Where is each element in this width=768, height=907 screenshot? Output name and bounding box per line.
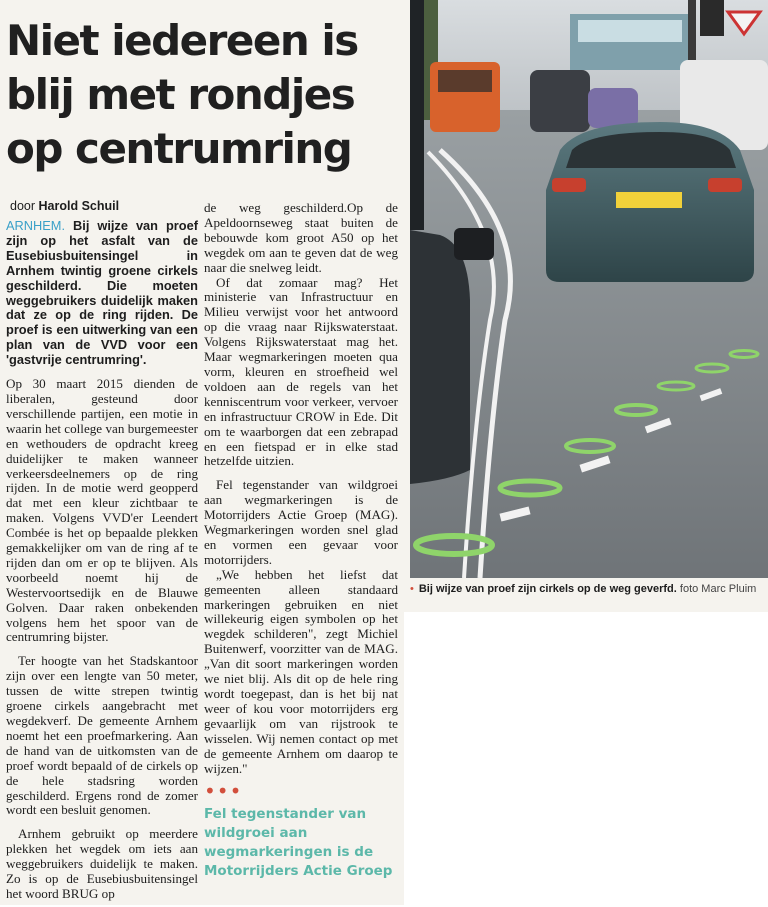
dark-car — [530, 70, 590, 132]
lead-paragraph — [6, 219, 198, 368]
caption-bullet: • — [410, 583, 414, 595]
photo-caption — [410, 583, 768, 595]
body-paragraph: Fel tegenstander van wildgroei aan wegmarkeringen is de Motorrijders Actie Groep (MAG). Wegmarkeringen worden snel glad en vormen een gevaar voor motorrijders. — [204, 477, 398, 567]
photo-illustration — [410, 0, 768, 578]
body-paragraph: Op 30 maart 2015 dienden de liberalen, gesteund door verschillende partijen, een motie in waarin het college van burgemeester en wethouders de opdracht kreeg duidelijker te maken wanneer verkeersdeelnemers op de ring rijden. In de motie werd geopperd dat met een kleur zichtbaar te maken. Volgens VVD'er Leendert Combée is het op bepaalde plekken gemakkelijker om van de ring af te rijden dan om er op te blijven. Als voorbeeld noemt hij de Westervoortsedijk en de Blauwe Golven. Daar raken onbekenden volgens hem het spoor van de centrumring bijster. — [6, 376, 198, 645]
left-dark-car — [410, 230, 470, 484]
orange-van-window — [438, 70, 492, 92]
purple-car — [588, 88, 638, 128]
body-paragraph: de weg geschilderd.Op de Apeldoornseweg staat buiten de bebouwde kom groot A50 op het wegdek om aan te geven dat de weg naar die snelweg leidt. — [204, 200, 398, 275]
body-paragraph: Of dat zomaar mag? Het ministerie van Infrastructuur en Milieu verwijst voor het antwoord op die vraag naar Rijkswaterstaat. Volgens Rijkswaterstaat mag het. Maar wegmarkeringen moeten qua vorm, kleuren en stroefheid wel voldoen aan de regels van het kenniscentrum voor verkeer, vervoer en infrastructuur CROW in Ede. Dit om te waarborgen dat een zebrapad en een fietspad er in elke stad hetzelfde uitzien. — [204, 274, 398, 469]
license-plate — [616, 192, 682, 208]
article-column-2 — [204, 201, 398, 881]
photo-credit: foto Marc Pluim — [679, 583, 757, 595]
lead-place: ARNHEM. — [6, 218, 66, 233]
body-paragraph: Arnhem gebruikt op meerdere plekken het wegdek om iets aan weggebruikers duidelijk te maken. Zo is op de Eusebiusbuitensingel het woord BRUG op — [6, 826, 198, 901]
article-column-1 — [6, 219, 198, 902]
left-car-front — [410, 0, 424, 230]
traffic-light — [700, 0, 724, 36]
body-paragraph: „We hebben het liefst dat gemeenten alleen standaard markeringen gebruiken en niet willekeurig eigen symbolen op het wegdek schilderen", zegt Michiel Buitenwerf, voorzitter van de MAG. „Van dit soort markeringen worden we niet blij. Als dit op de hele ring wordt toegepast, dan is het bij nat weer of kou voor motorrijders erg gevaarlijk om van rijstrook te wisselen. Wij nemen contact op met de gemeente Arnhem om daarop te wijzen." — [204, 566, 398, 776]
pull-quote-dots: ••• — [204, 779, 243, 804]
pull-quote: Fel tegenstander van wildgroei aan wegmarkeringen is de Motorrijders Actie Groep — [204, 806, 393, 880]
body-paragraph: Ter hoogte van het Stadskantoor zijn over een lengte van 50 meter, tussen de witte strepen twintig groene cirkels aangebracht met wegdekverf. De gemeente Arnhem noemt het een proefmarkering. Aan de hand van de uitkomsten van de proef wordt bepaald of de cirkels op de hele stadsring worden geschilderd. Ergens rond de zomer wordt een besluit genomen. — [6, 653, 198, 818]
byline-prefix: door — [10, 199, 36, 213]
byline-author: Harold Schuil — [38, 199, 120, 213]
side-mirror — [454, 228, 494, 260]
bus-window — [578, 20, 682, 42]
headline: Niet iedereen is blij met rondjes op centrumring — [6, 16, 358, 173]
street-photo — [410, 0, 768, 578]
caption-text: Bij wijze van proef zijn cirkels op de weg geverfd. — [418, 583, 677, 595]
tail-light-right — [708, 178, 742, 192]
byline — [10, 199, 119, 213]
tail-light-left — [552, 178, 586, 192]
lead-text: Bij wijze van proef zijn op het asfalt van de Eusebiusbuitensingel in Arnhem twintig groene cirkels geschilderd. Die moeten weggebruikers duidelijk maken dat ze op de ring rijden. De proef is een uitwerking van een plan van de VVD voor een 'gastvrije centrumring'. — [6, 218, 198, 368]
